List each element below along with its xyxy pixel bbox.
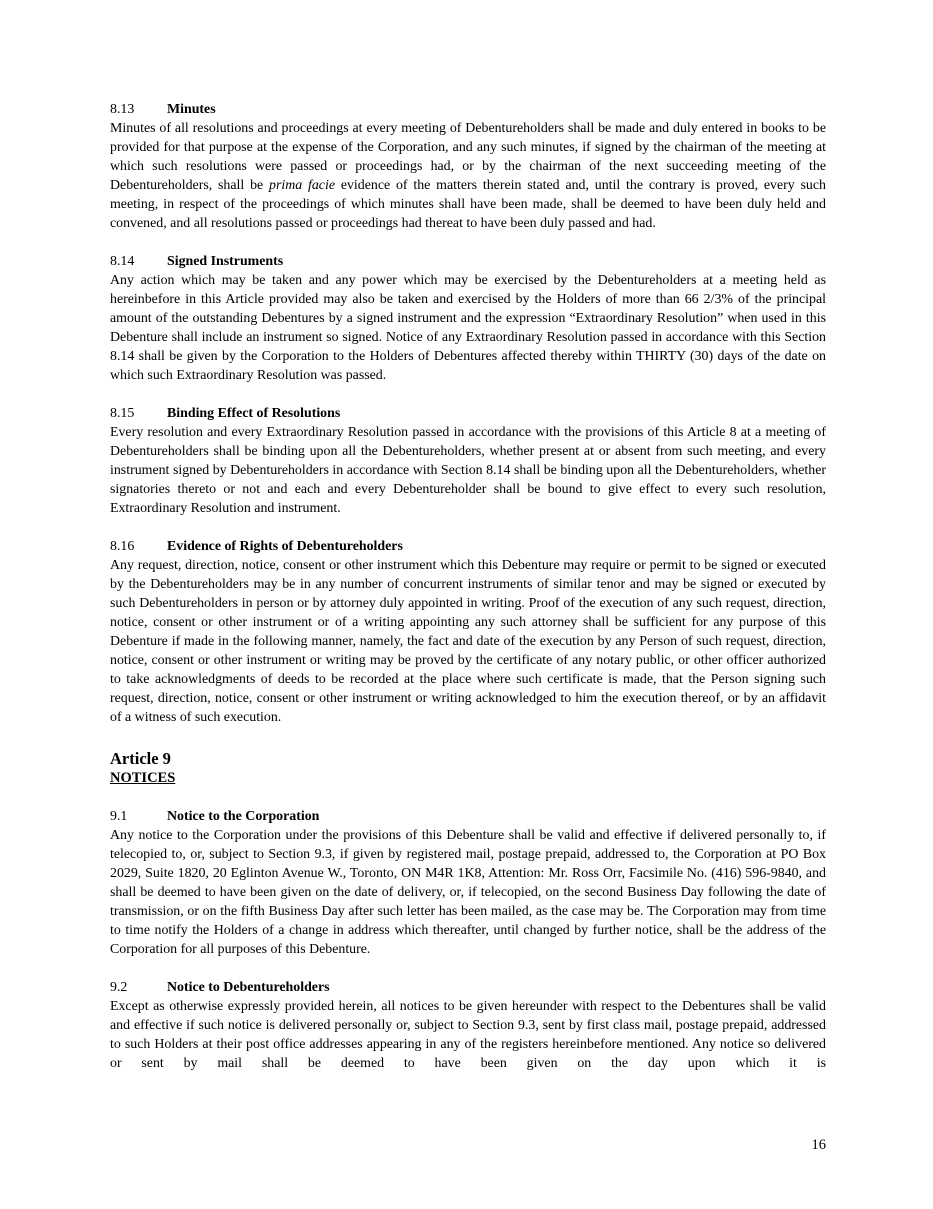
section-8-13 (110, 100, 826, 233)
section-title: Binding Effect of Resolutions (167, 406, 341, 421)
section-body: Any request, direction, notice, consent or other instrument which this Debenture may require or permit to be signed or executed by the Debentureholders may be in any number of concurrent instruments of similar tenor and may be signed or executed by such Debentureholders in person or by attorney duly appointed in writing. Proof of the execution of any such request, direction, notice, consent or other instrument or of a writing appointing any such attorney shall be sufficient for any purpose of this Debenture if made in the following manner, namely, the fact and date of the execution by any Person of such request, direction, notice, consent or other instrument or writing may be proved by the certificate of any notary public, or other officer authorized to take acknowledgments of deeds to be recorded at the place where such certificate is made, that the Person signing such request, direction, notice, consent or other instrument or writing acknowledged to him the execution thereof, or by an affidavit of a witness of such execution. (110, 558, 826, 725)
section-8-16 (110, 537, 826, 727)
section-number: 9.1 (110, 809, 128, 824)
section-number: 9.2 (110, 980, 128, 995)
article-heading (110, 749, 826, 788)
section-body: Any notice to the Corporation under the provisions of this Debenture shall be valid and effective if delivered personally to, if telecopied to, or, subject to Section 9.3, if given by registered mail, postage prepaid, addressed to, the Corporation at PO Box 2029, Suite 1820, 20 Eglinton Avenue W., Toronto, ON M4R 1K8, Attention: Mr. Ross Orr, Facsimile No. (416) 596-9840, and shall be deemed to have been given on the date of delivery, or, if telecopied, on the second Business Day following the date of transmission, or on the fifth Business Day after such letter has been mailed, as the case may be. The Corporation may from time to time notify the Holders of a change in address which thereafter, until changed by further notice, shall be the address of the Corporation for all purposes of this Debenture. (110, 828, 826, 957)
section-title: Minutes (167, 102, 216, 117)
section-heading (110, 252, 826, 271)
article-subtitle: NOTICES (110, 770, 176, 786)
section-body-italic: prima facie (269, 178, 335, 193)
section-body: Any action which may be taken and any power which may be exercised by the Debentureholders at a meeting held as hereinbefore in this Article provided may also be taken and exercised by the Holders of more than 66 2/3% of the principal amount of the outstanding Debentures by a signed instrument and the expression “Extraordinary Resolution” when used in this Debenture shall include an instrument so signed. Notice of any Extraordinary Resolution passed in accordance with this Section 8.14 shall be given by the Corporation to the Holders of Debentures affected thereby within THIRTY (30) days of the date on which such Extraordinary Resolution was passed. (110, 273, 826, 383)
section-body (110, 119, 826, 233)
section-heading (110, 100, 826, 119)
section-8-15 (110, 404, 826, 518)
article-title: Article 9 (110, 749, 171, 768)
section-9-1 (110, 807, 826, 959)
section-heading (110, 537, 826, 556)
document-page (110, 100, 826, 1092)
section-number: 8.14 (110, 254, 135, 269)
section-title: Signed Instruments (167, 254, 284, 269)
section-8-14 (110, 252, 826, 385)
section-9-2 (110, 978, 826, 1073)
page-number: 16 (811, 1137, 826, 1153)
section-number: 8.13 (110, 102, 135, 117)
section-number: 8.15 (110, 406, 135, 421)
section-title: Evidence of Rights of Debentureholders (167, 539, 403, 554)
section-title: Notice to the Corporation (167, 809, 320, 824)
section-heading (110, 404, 826, 423)
section-body: Every resolution and every Extraordinary Resolution passed in accordance with the provisions of this Article 8 at a meeting of Debentureholders shall be binding upon all the Debentureholders, whether present at or absent from such meeting, and every instrument signed by Debentureholders in accordance with Section 8.14 shall be binding upon all the Debentureholders, whether signatories thereto or not and each and every Debentureholder shall be bound to give effect to every such resolution, Extraordinary Resolution and instrument. (110, 425, 826, 516)
section-body-text: evidence of the matters therein stated and, until the contrary is proved, every such meeting, in respect of the proceedings of which minutes shall have been made, shall be deemed to have been duly held and convened, and all resolutions passed or proceedings had thereat to have been duly passed and had. (110, 178, 826, 231)
section-number: 8.16 (110, 539, 135, 554)
section-body: Except as otherwise expressly provided herein, all notices to be given hereunder with respect to the Debentures shall be valid and effective if such notice is delivered personally or, subject to Section 9.3, sent by first class mail, postage prepaid, addressed to such Holders at their post office addresses appearing in any of the registers hereinbefore mentioned. Any notice so delivered or sent by mail shall be deemed to have been given on the day upon which it is (110, 999, 826, 1071)
section-heading (110, 807, 826, 826)
section-heading (110, 978, 826, 997)
section-body-text: Minutes of all resolutions and proceedings at every meeting of Debentureholders shall be made and duly entered in books to be provided for that purpose at the expense of the Corporation, and any such minutes, if signed by the chairman of the meeting at which such resolutions were passed or proceedings had, or by the chairman of the next succeeding meeting of the Debentureholders, shall be (110, 121, 826, 193)
section-title: Notice to Debentureholders (167, 980, 330, 995)
